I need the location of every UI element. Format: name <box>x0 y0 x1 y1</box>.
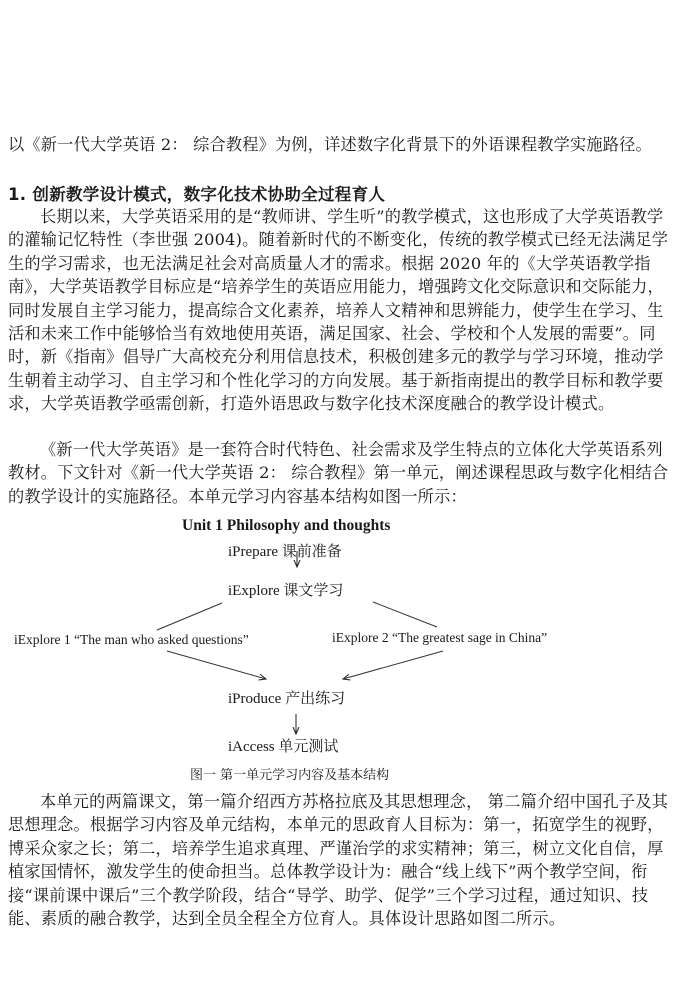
node-iexplore-2: iExplore 2 “The greatest sage in China” <box>332 630 548 645</box>
node-iaccess <box>228 735 338 756</box>
body-paragraph-2: 《新一代大学英语》是一套符合时代特色、社会需求及学生特点的立体化大学英语系列教材。下文针对《新一代大学英语 2： 综合教程》第一单元，阐述课程思政与数字化相结合的教学设计的实施路径。本单元学习内容基本结构如图一所示： <box>8 440 669 506</box>
node-iexplore <box>228 579 343 600</box>
line-explore-to-explore2 <box>373 602 437 627</box>
section-heading: 1. 创新教学设计模式，数字化技术协助全过程育人 <box>8 185 386 204</box>
node-iaccess-zh: 单元测试 <box>278 737 339 755</box>
node-iprepare-en: iPrepare <box>228 544 278 560</box>
node-iprepare-zh: 课前准备 <box>281 542 342 560</box>
body-paragraph-1: 长期以来，大学英语采用的是“教师讲、学生听”的教学模式，这也形成了大学英语教学的灌输记忆特性（李世强 2004)。随着新时代的不断变化，传统的教学模式已经无法满足学生的学习需求，也无法满足社会对高质量人才的需求。根据 2020 年的《大学英语教学指南》，大学英语教学目标应是“培养学生的英语应用能力，增强跨文化交际意识和交际能力，同时发展自主学习能力，提高综合文化素养，培养人文精神和思辨能力，使学生在学习、生活和未来工作中能够恰当有效地使用英语，满足国家、社会、学校和个人发展的需要”。同时，新《指南》倡导广大高校充分利用信息技术，积极创建多元的教学与学习环境，推动学生朝着主动学习、自主学习和个性化学习的方向发展。基于新指南提出的教学目标和教学要求，大学英语教学亟需创新，打造外语思政与数字化技术深度融合的教学设计模式。 <box>8 207 669 414</box>
figure-title: Unit 1 Philosophy and thoughts <box>182 517 391 534</box>
node-iprepare <box>228 540 342 561</box>
arrow-explore1-to-produce <box>167 651 266 679</box>
node-iaccess-en: iAccess <box>228 739 275 755</box>
line-explore-to-explore1 <box>157 603 222 630</box>
node-iproduce-zh: 产出练习 <box>285 689 346 707</box>
node-iexplore-zh: 课文学习 <box>283 581 344 599</box>
figure-caption: 图一 第一单元学习内容及基本结构 <box>190 768 390 783</box>
node-iproduce-en: iProduce <box>228 691 282 707</box>
intro-paragraph: 以《新一代大学英语 2： 综合教程》为例，详述数字化背景下的外语课程教学实施路径。 <box>8 135 652 154</box>
node-iexplore-en: iExplore <box>228 583 280 599</box>
node-iexplore-1: iExplore 1 “The man who asked questions” <box>14 632 249 647</box>
node-iproduce <box>228 687 345 708</box>
arrow-explore2-to-produce <box>343 651 443 679</box>
body-paragraph-3: 本单元的两篇课文，第一篇介绍西方苏格拉底及其思想理念， 第二篇介绍中国孔子及其思想理念。根据学习内容及单元结构，本单元的思政育人目标为：第一，拓宽学生的视野，博采众家之长；第二，培养学生追求真理、严谨治学的求实精神；第三，树立文化自信，厚植家国情怀，激发学生的使命担当。总体教学设计为：融合“线上线下”两个教学空间，衔接“课前课中课后”三个教学阶段，结合“导学、助学、促学”三个学习过程，通过知识、技能、素质的融合教学，达到全员全程全方位育人。具体设计思路如图二所示。 <box>8 792 669 929</box>
figure-unit-structure <box>0 510 678 785</box>
